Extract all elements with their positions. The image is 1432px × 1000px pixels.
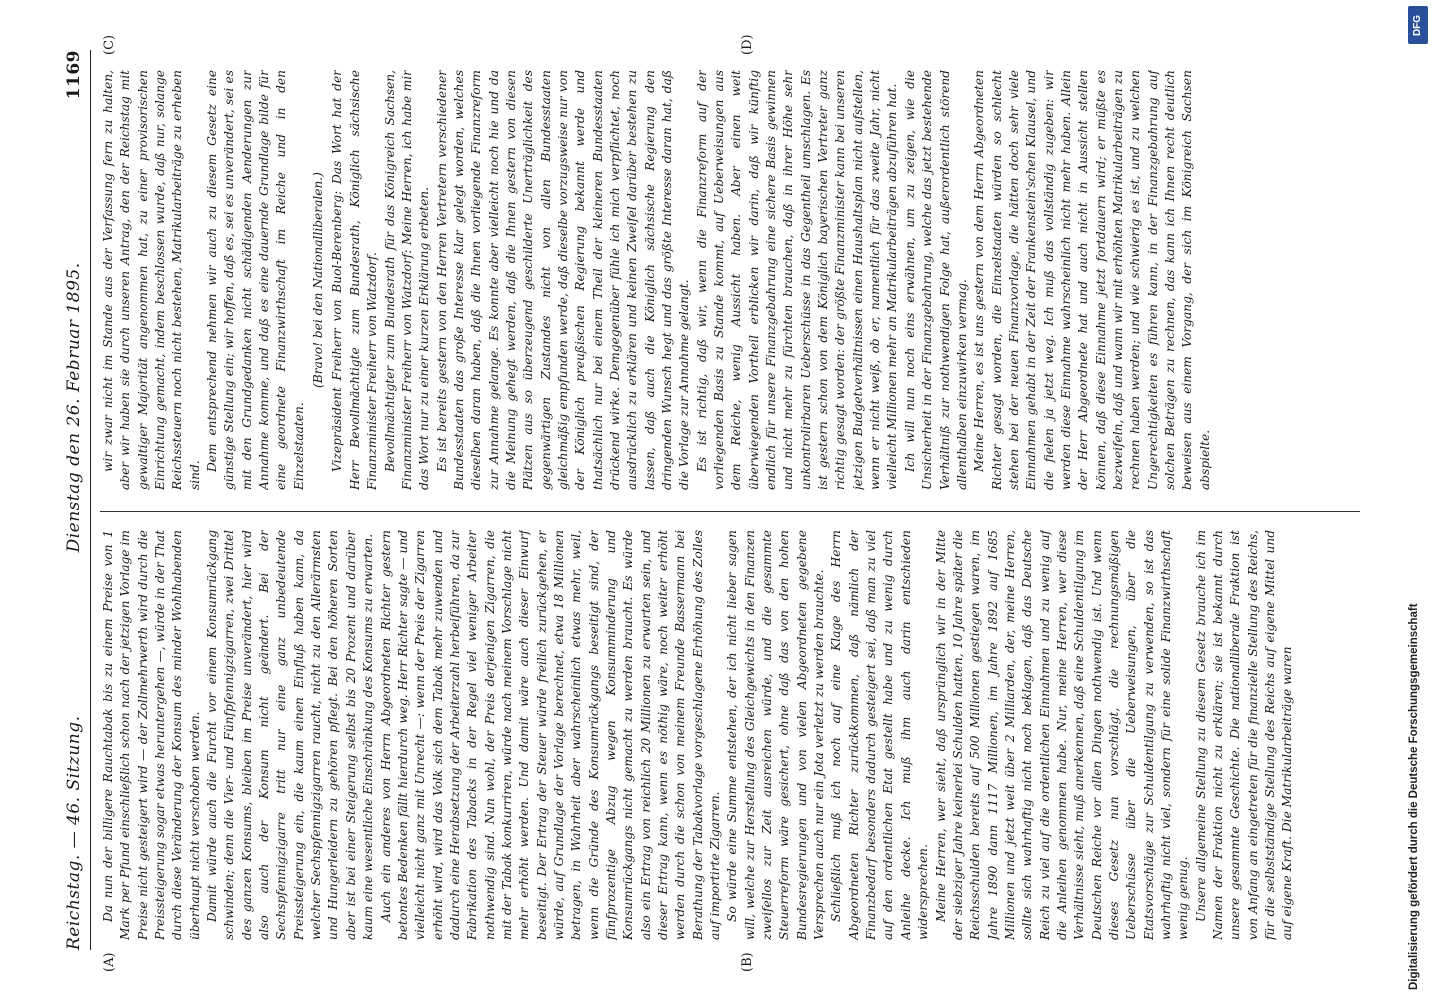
paragraph: Da nun der billigere Rauchtabak bis zu einem Preise von 1 Mark per Pfund einschließlich schon nach der jetzigen Vorlage im Preise nicht gesteigert wird — der Zollmehrwerth wird durch die Preissteigerung sogar etwas heruntergehen —, würde in der That durch diese Veränderung der Konsum des minder Wohlhabenden überhaupt nicht verschoben werden. xyxy=(101,530,202,940)
header-rule xyxy=(90,50,91,950)
paragraph: So würde eine Summe entstehen, der ich nicht lieber sagen will, welche zur Herstellung des Gleichgewichts in den Finanzen zweifellos zur Zeit ausreichen würde, und die gesammte Steuerreform wäre gesichert, ohne daß das von den hohen Bundesregierungen und von vielen Abgeordneten gegebene Versprechen auch nur ein Jota verletzt zu werden brauchte. xyxy=(725,530,827,940)
margin-mark-c: (C) xyxy=(102,34,117,55)
paragraph: Meine Herren, es ist uns gestern von dem Herrn Abgeordneten Richter gesagt worden, die Einzelstaaten würden so schlecht stehen bei der neuen Finanzvorlage, die hätten doch sehr viele Einnahmen gehabt in der Zeit der Frankenstein'schen Klausel, und die fielen ja jetzt weg. Ich muß das vollständig zugeben: wir werden diese Einnahme wahrscheinlich nicht mehr haben. Allein der Herr Abgeordnete hat und auch nicht in Aussicht stellen können, daß diese Einnahme jetzt fortdauern wird; er müßte es bezweifeln, daß und wann wir mit erhöhten Matrikularbeiträgen zu rechnen haben werden; und wie schwierig es ist, und zu welchen Ungerechtigkeiten es führen kann, in der Finanzgebahrung auf solchen Beträgen zu rechnen, das kann ich Ihnen recht deutlich beweisen aus einem Vorgang, der sich im Königreich Sachsen abspielte. xyxy=(972,70,1212,490)
paragraph: Schließlich muß ich noch auf eine Klage des Herrn Abgeordneten Richter zurückkommen, daß nämlich der Finanzbedarf besonders dadurch gesteigert sei, daß man zu viel auf den ordentlichen Etat gestellt habe und zu wenig durch Anleihe decke. Ich muß ihm auch darin entschieden widersprechen. xyxy=(829,530,931,940)
paragraph: Auch ein anderes von Herrn Abgeordneten Richter gestern betontes Bedenken fällt hierdurch weg. Herr Richter sagte — und vielleicht nicht ganz mit Unrecht —: wenn der Preis der Zigarren erhöht wird, wird das Volk sich dem Tabak mehr zuwenden und dadurch eine Herabsetzung der Arbeiterzahl herbeiführen, da zur Fabrikation des Tabacks in der Regel viel weniger Arbeiter nothwendig sind. Nun wohl, der Preis derjenigen Zigarren, die mit der Tabak konkurriren, würde nach meinem Vorschlage nicht mehr erhöht werden. Und damit wäre auch dieser Einwurf beseitigt. Der Ertrag der Steuer würde freilich zurückgehen, er würde, auf Grundlage der Vorlage berechnet, etwa 18 Millionen betragen, in Wahrheit aber wahrscheinlich etwas mehr, weil, wenn die Gründe des Konsumrückgangs beseitigt sind, der fünfprozentige Abzug wegen Konsumminderung und Konsumrückgangs nicht gemacht zu werden braucht. Es würde also ein Ertrag von reichlich 20 Millionen zu erwarten sein, und dieser Ertrag kann, wenn es nöthig wäre, noch weiter erhöht werden durch die schon von meinem Freunde Bassermann bei Berathung der Tabakvorlage vorgeschlagene Erhöhung des Zolles auf importirte Zigarren. xyxy=(378,530,723,940)
header-title: Reichstag. — 46. Sitzung. xyxy=(64,715,84,950)
margin-mark-b: (B) xyxy=(740,952,755,972)
header-date: Dienstag den 26. Februar 1895. xyxy=(64,262,84,553)
margin-mark-a: (A) xyxy=(102,952,117,972)
applause-note: (Bravo! bei den Nationalliberalen.) xyxy=(311,172,326,388)
document-page xyxy=(40,20,1380,980)
speaker-paragraph: Bevollmächtigter zum Bundesrath für das Königreich Sachsen, Finanzminister Freiherr von Watzdorf: Meine Herren, ich habe mir das Wort nur zu einer kurzen Erklärung erbeten. xyxy=(382,70,432,490)
paragraph: wir zwar nicht im Stande aus der Verfassung fern zu halten, aber wir haben sie durch unseren Antrag, den der Reichstag mit gewaltiger Majorität angenommen hat, zu einer provisorischen Einrichtung gemacht, indem beschlossen wurde, daß nur, solange Reichssteuern noch nicht bestehen, Matrikularbeiträge zu erheben sind. xyxy=(101,70,202,490)
speaker-paragraph: Vizepräsident Freiherr von Buol-Berenberg: Das Wort hat der Herr Bevollmächtigte zum Bundesrath, Königlich sächsische Finanzminister Freiherr von Watzdorf. xyxy=(330,70,380,490)
digitization-note-text: Digitalisierung gefördert durch die Deutsche Forschungsgemeinschaft xyxy=(1408,603,1420,990)
column-divider xyxy=(100,511,1360,512)
paragraph: Meine Herren, wer sieht, daß ursprünglich wir in der Mitte der siebziger Jahre keinerlei Schulden hatten, 10 Jahre später die Reichsschulden bereits auf 500 Millionen gestiegen waren, im Jahre 1890 dann 1117 Millionen, im Jahre 1892 auf 1685 Millionen und jetzt weit über 2 Milliarden, der, meine Herren, sollte sich wahrhaftig nicht noch beklagen, daß das Deutsche Reich zu viel auf die ordentlichen Einnahmen und zu wenig auf die Anleihen genommen habe. Nur, meine Herren, wer diese Verhältnisse sieht, muß anerkennen, daß eine Schuldentilgung im Deutschen Reiche vor allen Dingen nothwendig ist. Und wenn dieses Gesetz nun vorschlägt, die rechnungsmäßigen Ueberschüsse über die Ueberweisungen, über die Etatsvorschläge zur Schuldentilgung zu verwenden, so ist das wahrhaftig nicht viel, sondern für eine solide Finanzwirthschaft wenig genug. xyxy=(933,530,1191,940)
page-header xyxy=(50,50,84,950)
paragraph: Es ist richtig, daß wir, wenn die Finanzreform auf der vorliegenden Basis zu Stande kommt, auf Ueberweisungen aus dem Reiche, wenig Aussicht haben. Aber einen weit überwiegenden Vortheil erblicken wir darin, daß wir künftig endlich für unsere Finanzgebahrung eine sichere Basis gewinnen und nicht mehr zu fürchten brauchen, daß in ihrer Höhe sehr unkontrolirbaren Ueberschüsse in das Gegentheil umschlagen. Es ist gestern schon von dem Königlich bayerischen Vertreter ganz richtig gesagt worden: der größte Finanzminister kann bei unseren jetzigen Budgetverhältnissen einen Haushaltsplan nicht aufstellen, wenn er nicht weiß, ob er, namentlich für das zweite Jahr, nicht vielleicht Millionen mehr an Matrikularbeiträgen abzuführen hat. xyxy=(694,70,900,490)
paragraph: Dem entsprechend nehmen wir auch zu diesem Gesetz eine günstige Stellung ein; wir hoffen, daß es, sei es unverändert, sei es mit den Grundgedanken nicht schädigenden Aenderungen zur Annahme komme, und daß es eine dauernde Grundlage bilde für eine geordnete Finanzwirthschaft im Reiche und in den Einzelstaaten. xyxy=(205,70,306,490)
margin-mark-d: (D) xyxy=(740,34,755,55)
paragraph: Ich will nun noch eins erwähnen, um zu zeigen, wie die Unsicherheit in der Finanzgebahrung, welche das jetzt bestehende Verhältniß zur nothwendigen Folge hat, außerordentlich störend allenthalben einzuwirken vermag. xyxy=(902,70,969,490)
page-number: 1169 xyxy=(64,50,84,100)
dfg-logo-text: DFG xyxy=(1412,14,1424,36)
right-column xyxy=(100,70,1360,490)
digitization-note xyxy=(1404,0,1430,1000)
paragraph: Damit würde auch die Furcht vor einem Konsumrückgang schwinden; denn die Vier- und Fünfpfennigzigarren, zwei Drittel des ganzen Konsums, bleiben im Preise unverändert, hier wird also auch der Konsum nicht geändert. Bei der Sechspfennigzigarre tritt nur eine ganz unbedeutende Preissteigerung ein, die kaum einen Einfluß haben kann, da welcher Sechspfennigzigarren raucht, nicht zu den Allerärmsten und Hungerleidern zu gehören pflegt. Bei den höheren Sorten aber ist bei einer Steigerung selbst bis 20 Prozent und darüber kaum eine wesentliche Einschränkung des Konsums zu erwarten. xyxy=(205,530,376,940)
left-column xyxy=(100,530,1360,940)
paragraph: Es ist bereits gestern von den Herren Vertretern verschiedener Bundesstaaten das große Interesse klar gelegt worden, welches dieselben daran haben, daß die Ihnen vorliegende Finanzreform zur Annahme gelange. Es konnte aber vielleicht noch hie und da die Meinung gehegt werden, daß die Ihnen gestern von diesen Plätzen aus so überzeugend geschilderte Unerträglichkeit des gegenwärtigen Zustandes nicht von allen Bundesstaaten gleichmäßig empfunden werde, daß dieselbe vorzugsweise nur von der Königlich preußischen Regierung bekannt werde und thatsächlich nur bei einem Theil der kleineren Bundesstaaten drückend wirke. Demgegenüber fühle ich mich verpflichtet, noch ausdrücklich zu erklären und keinen Zweifel darüber bestehen zu lassen, daß auch die Königlich sächsische Regierung den dringenden Wunsch hegt und das größte Interesse daran hat, daß die Vorlage zur Annahme gelangt. xyxy=(434,70,692,490)
paragraph: Unsere allgemeine Stellung zu diesem Gesetz brauche ich im Namen der Fraktion nicht zu erklären; sie ist bekannt durch unsere gesammte Geschichte. Die nationalliberale Fraktion ist von Anfang an eingetreten für die finanzielle Stellung des Reichs, für die selbstständige Stellung des Reichs auf eigene Mittel und auf eigene Kraft. Die Matrikularbeiträge waren xyxy=(1193,530,1295,940)
